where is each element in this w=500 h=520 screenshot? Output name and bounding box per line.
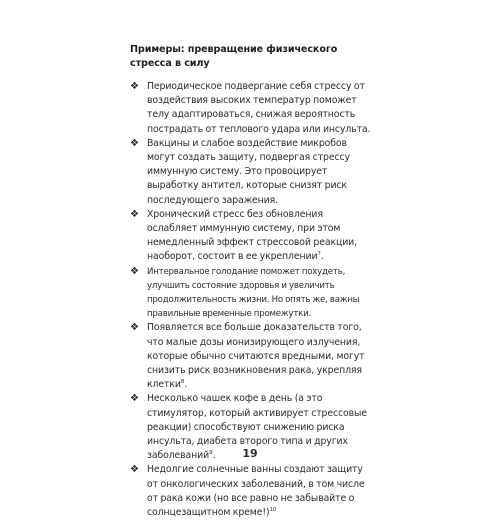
list-item (130, 321, 375, 392)
list-item-text: Вакцины и слабое воздействие микробов могут создать защиту, подвергая стрессу иммунную систему. Это провоцирует выработку антител, которые снизят риск последующего заражения. (147, 137, 350, 206)
diamond-bullet-icon: ❖ (130, 137, 139, 149)
diamond-bullet-icon: ❖ (130, 208, 139, 220)
list-item (130, 463, 375, 520)
list-item (130, 208, 375, 265)
diamond-bullet-icon: ❖ (130, 393, 139, 405)
list-item-text: Недолгие солнечные ванны создают защиту от онкологических заболеваний, в том числе от рака кожи (но все равно не забывайте о солнцезащитном креме!) (147, 464, 365, 519)
list-item-text-end: . (184, 379, 188, 391)
diamond-bullet-icon: ❖ (130, 464, 139, 476)
list-item-text: Появляется все больше доказательств того, что малые дозы ионизирующего излучения, которые обычно считаются вредными, могут снизить риск возникновения рака, укрепляя клетки (147, 322, 365, 391)
list-item-text: Хронический стресс без обновления ослабляет иммунную систему, при этом немедленный эффект стрессовой реакции, наоборот, состоит в ее укреплении (147, 208, 357, 263)
footnote-ref: 10 (269, 506, 277, 513)
list-item (130, 265, 375, 322)
footnote-ref: 9 (209, 450, 213, 457)
diamond-bullet-icon: ❖ (130, 81, 139, 92)
footnote-ref: 8 (180, 379, 185, 386)
list-item (130, 80, 375, 137)
diamond-bullet-icon: ❖ (130, 322, 139, 334)
list-item-text-end: . (320, 251, 324, 263)
section-heading: Примеры: превращение физического стресса в силу (130, 44, 338, 69)
list-item-text: Несколько чашек кофе в день (а это стимулятор, который активирует стрессовые реакции) способствуют снижению риска инсульта, диабета второго типа и других заболеваний (147, 393, 367, 462)
list-item-text: Периодическое подвергание себя стрессу от воздействия высоких температур поможет телу адаптироваться, снижая вероятность пострадать от теплового удара или инсульта. (147, 81, 371, 135)
list-item-text: Интервальное голодание поможет похудеть, улучшить состояние здоровья и увеличить продолжительность жизни. Но опять же, важны правильные временные промежутки. (147, 266, 360, 320)
page-number: 19 (242, 447, 258, 460)
list-item (130, 137, 375, 208)
diamond-bullet-icon: ❖ (130, 265, 139, 277)
list-item-text-end: . (212, 450, 216, 462)
footnote-ref: 7 (317, 251, 321, 258)
